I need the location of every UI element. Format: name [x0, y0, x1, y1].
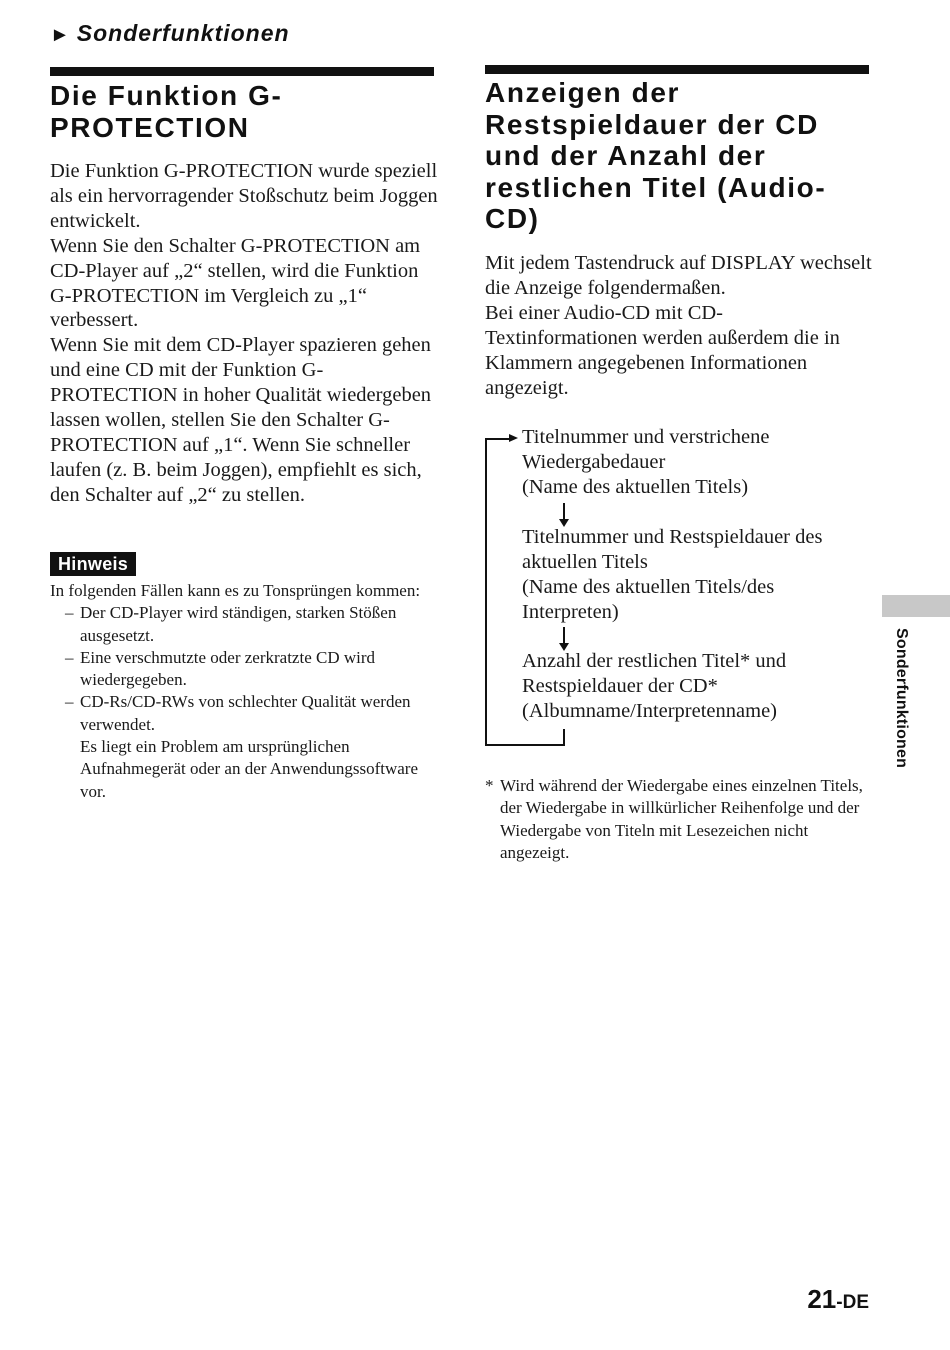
heading-rule-right	[485, 65, 869, 74]
footnote-mark: *	[485, 776, 494, 795]
heading-g-protection	[50, 80, 434, 143]
arrow-down-icon	[559, 627, 569, 651]
heading-line: und der Anzahl der	[485, 140, 767, 171]
flow-step-1	[522, 425, 872, 500]
heading-rule-left	[50, 67, 434, 76]
heading-line: PROTECTION	[50, 111, 250, 143]
loop-line-bottom	[485, 744, 565, 746]
g-protection-body	[50, 159, 440, 508]
footnote-text: Wird während der Wiedergabe eines einzelnen Titels, der Wiedergabe in willkürlicher Reihenfolge und der Wiedergabe von Titeln mit Lesezeichen nicht angezeigt.	[500, 776, 863, 862]
loop-line-vertical	[485, 439, 487, 746]
note-section	[50, 580, 440, 803]
dash: –	[65, 647, 74, 667]
section-title: Sonderfunktionen	[76, 20, 290, 46]
note-item-text: CD-Rs/CD-RWs von schlechter Qualität werden verwendet.	[80, 692, 411, 734]
page-number	[807, 1284, 869, 1315]
heading-line: CD)	[485, 203, 540, 234]
arrow-right-icon	[509, 434, 518, 442]
paragraph: Wenn Sie den Schalter G-PROTECTION am CD-Player auf „2“ stellen, wird die Funktion G-PROTECTION im Vergleich zu „1“ verbessert.	[50, 234, 421, 332]
flow-step-line: (Albumname/Interpretenname)	[522, 699, 777, 722]
heading-restspieldauer	[485, 77, 869, 235]
list-item	[65, 602, 440, 647]
note-item-text: Es liegt ein Problem am ursprünglichen Aufnahmegerät oder an der Anwendungssoftware vor.	[80, 737, 418, 801]
paragraph: Bei einer Audio-CD mit CD-Textinformationen werden außerdem die in Klammern angegebenen Informationen angezeigt.	[485, 301, 840, 399]
note-item-text: Eine verschmutzte oder zerkratzte CD wird wiedergegeben.	[80, 647, 376, 690]
paragraph: Wenn Sie mit dem CD-Player spazieren gehen und eine CD mit der Funktion G-PROTECTION in hoher Qualität wiedergeben lassen wollen, stellen Sie den Schalter G-PROTECTION auf „1“. Wenn Sie schneller laufen (z. B. beim Joggen), empfiehlt es sich, den Schalter auf „2“ zu stellen.	[50, 334, 432, 506]
loop-line-top	[485, 438, 511, 440]
flow-step-line: Restspieldauer der CD*	[522, 674, 718, 697]
list-item-continuation	[65, 736, 440, 803]
list-item	[65, 647, 440, 692]
note-intro: In folgenden Fällen kann es zu Tonsprüngen kommen:	[50, 581, 421, 600]
dash: –	[65, 603, 74, 623]
display-body	[485, 251, 875, 400]
play-arrow-icon: ►	[50, 24, 71, 46]
flow-step-line: aktuellen Titels	[522, 550, 648, 573]
heading-line: Die Funktion G-	[50, 80, 283, 111]
flow-step-2	[522, 525, 872, 625]
footnote	[485, 775, 870, 864]
note-badge: Hinweis	[50, 552, 136, 576]
side-tab-marker	[882, 595, 950, 617]
side-tab-label: Sonderfunktionen	[893, 628, 910, 769]
flow-step-line: Interpreten)	[522, 600, 619, 623]
dash: –	[65, 692, 74, 712]
display-cycle-diagram	[485, 425, 875, 755]
flow-step-line: Wiedergabedauer	[522, 450, 666, 473]
list-item	[65, 691, 440, 736]
note-item-text: Der CD-Player wird ständigen, starken Stößen ausgesetzt.	[80, 603, 397, 645]
flow-step-line: Titelnummer und Restspieldauer des	[522, 526, 823, 548]
heading-line: Restspieldauer der CD	[485, 108, 819, 140]
flow-step-line: (Name des aktuellen Titels)	[522, 475, 749, 498]
heading-line: Anzeigen der	[485, 77, 681, 108]
flow-step-line: Anzahl der restlichen Titel* und	[522, 650, 787, 672]
note-list	[65, 602, 440, 803]
paragraph: Die Funktion G-PROTECTION wurde speziell als ein hervorragender Stoßschutz beim Joggen entwickelt.	[50, 160, 438, 232]
loop-line-up	[563, 729, 565, 746]
page-number-value: 21	[807, 1284, 837, 1314]
arrow-down-icon	[559, 503, 569, 527]
flow-step-line: Titelnummer und verstrichene	[522, 426, 770, 448]
flow-step-3	[522, 649, 872, 724]
paragraph: Mit jedem Tastendruck auf DISPLAY wechselt die Anzeige folgendermaßen.	[485, 252, 872, 299]
page-number-suffix: -DE	[836, 1292, 869, 1313]
flow-step-line: (Name des aktuellen Titels/des	[522, 575, 775, 598]
section-header	[50, 20, 290, 47]
heading-line: restlichen Titel (Audio-	[485, 171, 827, 203]
